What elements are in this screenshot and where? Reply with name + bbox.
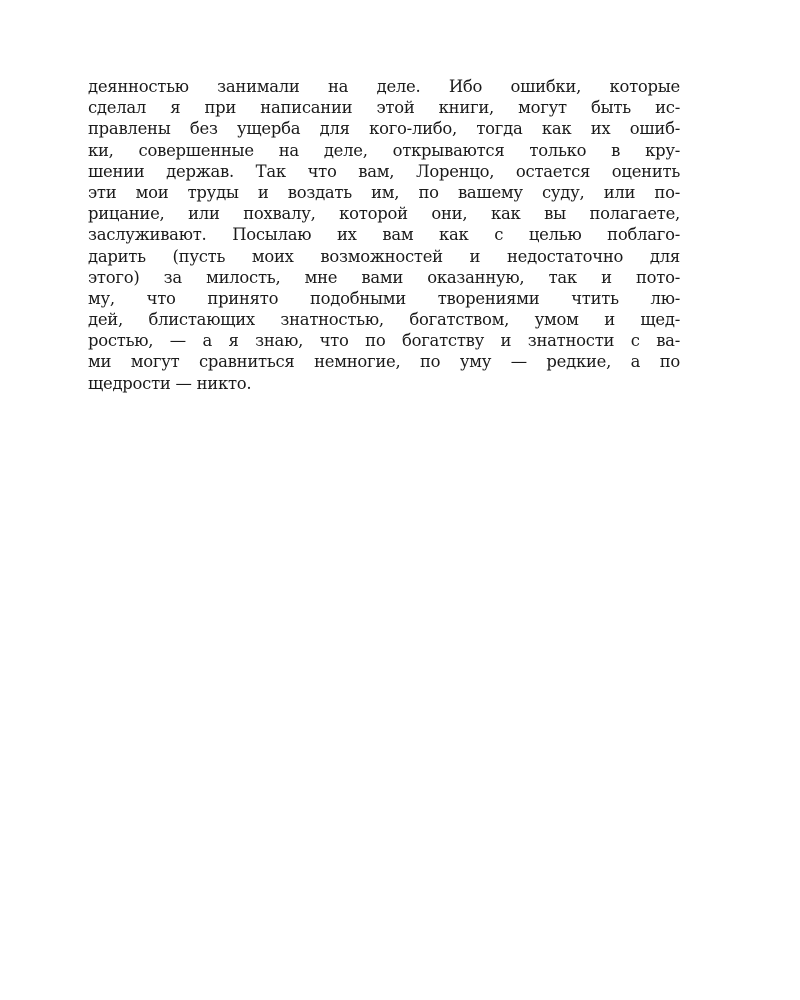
text-line: щедрости — никто. [88, 373, 252, 393]
text-line: правлены без ущерба для кого-либо, тогда как их ошиб- [88, 119, 680, 139]
text-line: дей, блистающих знатностью, богатством, умом и щед- [88, 310, 680, 330]
text-line: сделал я при написании этой книги, могут быть ис- [88, 98, 680, 118]
text-line: ки, совершенные на деле, открываются только в кру- [88, 140, 680, 160]
text-line: ростью, — а я знаю, что по богатству и знатности с ва- [88, 331, 680, 351]
text-line: деянностью занимали на деле. Ибо ошибки, которые [88, 77, 680, 96]
text-line: заслуживают. Посылаю их вам как с целью поблаго- [88, 225, 680, 245]
text-line: ми могут сравниться немногие, по уму — редкие, а по [88, 352, 680, 372]
text-line: этого) за милость, мне вами оказанную, так и пото- [88, 267, 680, 287]
text-line: шении держав. Так что вам, Лоренцо, остается оценить [88, 161, 680, 181]
text-line: эти мои труды и воздать им, по вашему суду, или по- [88, 182, 680, 202]
text-line: му, что принято подобными творениями чтить лю- [88, 288, 680, 308]
text-line: рицание, или похвалу, которой они, как вы полагаете, [88, 204, 680, 224]
body-paragraph [88, 76, 680, 394]
text-line: дарить (пусть моих возможностей и недостаточно для [88, 246, 680, 266]
